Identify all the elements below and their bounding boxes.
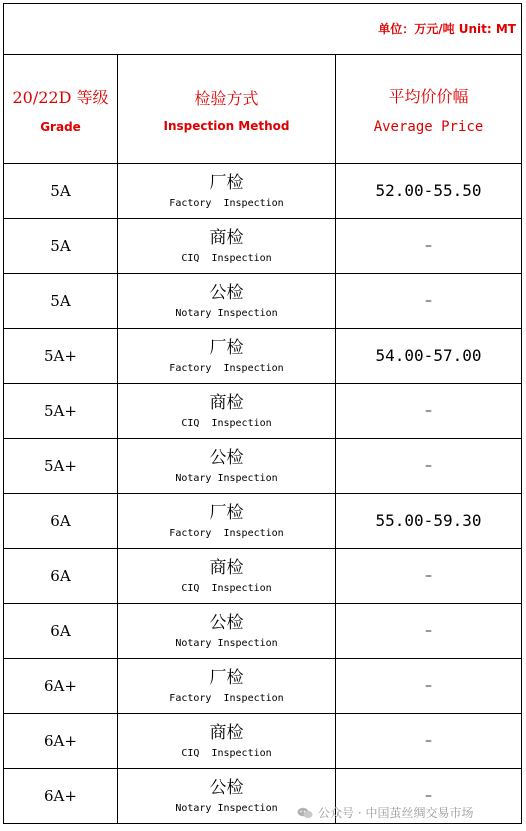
method-cn: 公检 <box>209 283 244 303</box>
wechat-icon <box>297 807 313 819</box>
price-cell <box>336 714 522 769</box>
header-price-cn: 平均价价幅 <box>388 86 469 106</box>
grade-value: 5A <box>50 291 71 310</box>
price-cell <box>336 549 522 604</box>
table-row <box>4 329 522 384</box>
grade-value: 5A+ <box>44 401 77 420</box>
method-en: CIQ Inspection <box>181 583 272 594</box>
grade-cell <box>4 659 118 714</box>
price-value: – <box>425 293 432 309</box>
grade-cell <box>4 329 118 384</box>
method-en: CIQ Inspection <box>181 748 272 759</box>
grade-value: 5A+ <box>44 346 77 365</box>
grade-value: 5A <box>50 236 71 255</box>
price-value: – <box>425 403 432 419</box>
unit-cell <box>4 4 522 55</box>
method-en: CIQ Inspection <box>181 253 272 264</box>
price-cell <box>336 604 522 659</box>
price-value: – <box>425 788 432 804</box>
price-value: – <box>425 733 432 749</box>
table-row <box>4 439 522 494</box>
method-en: Factory Inspection <box>169 528 284 539</box>
method-cell <box>118 274 336 329</box>
method-cn: 公检 <box>209 778 244 798</box>
grade-value: 6A+ <box>44 676 77 695</box>
watermark <box>297 804 473 821</box>
header-grade-cell <box>4 55 118 164</box>
grade-value: 6A <box>50 511 71 530</box>
grade-cell <box>4 549 118 604</box>
grade-value: 6A <box>50 621 71 640</box>
table-row <box>4 274 522 329</box>
header-method-cell <box>118 55 336 164</box>
grade-cell <box>4 164 118 219</box>
unit-label: 单位：万元/吨 Unit: MT <box>378 22 516 36</box>
method-cell <box>118 329 336 384</box>
method-cn: 厂检 <box>209 668 244 688</box>
method-cn: 商检 <box>209 558 244 578</box>
method-en: Notary Inspection <box>175 803 278 814</box>
unit-row <box>4 4 522 55</box>
grade-value: 6A+ <box>44 731 77 750</box>
grade-cell <box>4 769 118 824</box>
price-cell <box>336 494 522 549</box>
method-cn: 厂检 <box>209 338 244 358</box>
grade-cell <box>4 714 118 769</box>
table-row <box>4 714 522 769</box>
grade-cell <box>4 604 118 659</box>
grade-value: 5A+ <box>44 456 77 475</box>
method-en: Notary Inspection <box>175 473 278 484</box>
header-row <box>4 55 522 164</box>
price-cell <box>336 329 522 384</box>
method-cn: 商检 <box>209 228 244 248</box>
grade-cell <box>4 494 118 549</box>
header-method-cn: 检验方式 <box>194 88 259 108</box>
header-grade-cn: 20/22D 等级 <box>12 87 109 107</box>
price-value: – <box>425 568 432 584</box>
header-price-en: Average Price <box>373 118 484 135</box>
grade-value: 5A <box>50 181 71 200</box>
grade-cell <box>4 439 118 494</box>
method-en: Notary Inspection <box>175 638 278 649</box>
price-value: 54.00-57.00 <box>375 346 482 365</box>
header-grade-en: Grade <box>40 119 81 134</box>
grade-value: 6A+ <box>44 786 77 805</box>
method-en: Factory Inspection <box>169 198 284 209</box>
method-cell <box>118 659 336 714</box>
method-cn: 厂检 <box>209 503 244 523</box>
method-cell <box>118 219 336 274</box>
watermark-text: 公众号 · 中国茧丝绸交易市场 <box>318 806 474 820</box>
price-value: – <box>425 623 432 639</box>
method-en: CIQ Inspection <box>181 418 272 429</box>
method-en: Factory Inspection <box>169 693 284 704</box>
method-cn: 公检 <box>209 448 244 468</box>
price-value: 52.00-55.50 <box>375 181 482 200</box>
price-cell <box>336 219 522 274</box>
price-table <box>3 3 522 824</box>
method-cell <box>118 439 336 494</box>
method-cn: 公检 <box>209 613 244 633</box>
method-cn: 厂检 <box>209 173 244 193</box>
method-cell <box>118 164 336 219</box>
table-row <box>4 659 522 714</box>
price-table-container <box>3 3 521 824</box>
method-cn: 商检 <box>209 723 244 743</box>
method-cell <box>118 494 336 549</box>
price-cell <box>336 439 522 494</box>
method-cn: 商检 <box>209 393 244 413</box>
header-price-cell <box>336 55 522 164</box>
method-en: Factory Inspection <box>169 363 284 374</box>
table-row <box>4 219 522 274</box>
price-cell <box>336 274 522 329</box>
price-cell <box>336 384 522 439</box>
method-cell <box>118 549 336 604</box>
grade-value: 6A <box>50 566 71 585</box>
price-cell <box>336 659 522 714</box>
price-value: 55.00-59.30 <box>375 511 482 530</box>
table-row <box>4 549 522 604</box>
method-cell <box>118 714 336 769</box>
table-row <box>4 494 522 549</box>
method-cell <box>118 604 336 659</box>
grade-cell <box>4 384 118 439</box>
price-value: – <box>425 458 432 474</box>
price-value: – <box>425 678 432 694</box>
price-cell <box>336 164 522 219</box>
table-row <box>4 164 522 219</box>
method-en: Notary Inspection <box>175 308 278 319</box>
grade-cell <box>4 219 118 274</box>
header-method-en: Inspection Method <box>163 118 290 133</box>
grade-cell <box>4 274 118 329</box>
price-value: – <box>425 238 432 254</box>
method-cell <box>118 384 336 439</box>
table-row <box>4 384 522 439</box>
table-row <box>4 604 522 659</box>
